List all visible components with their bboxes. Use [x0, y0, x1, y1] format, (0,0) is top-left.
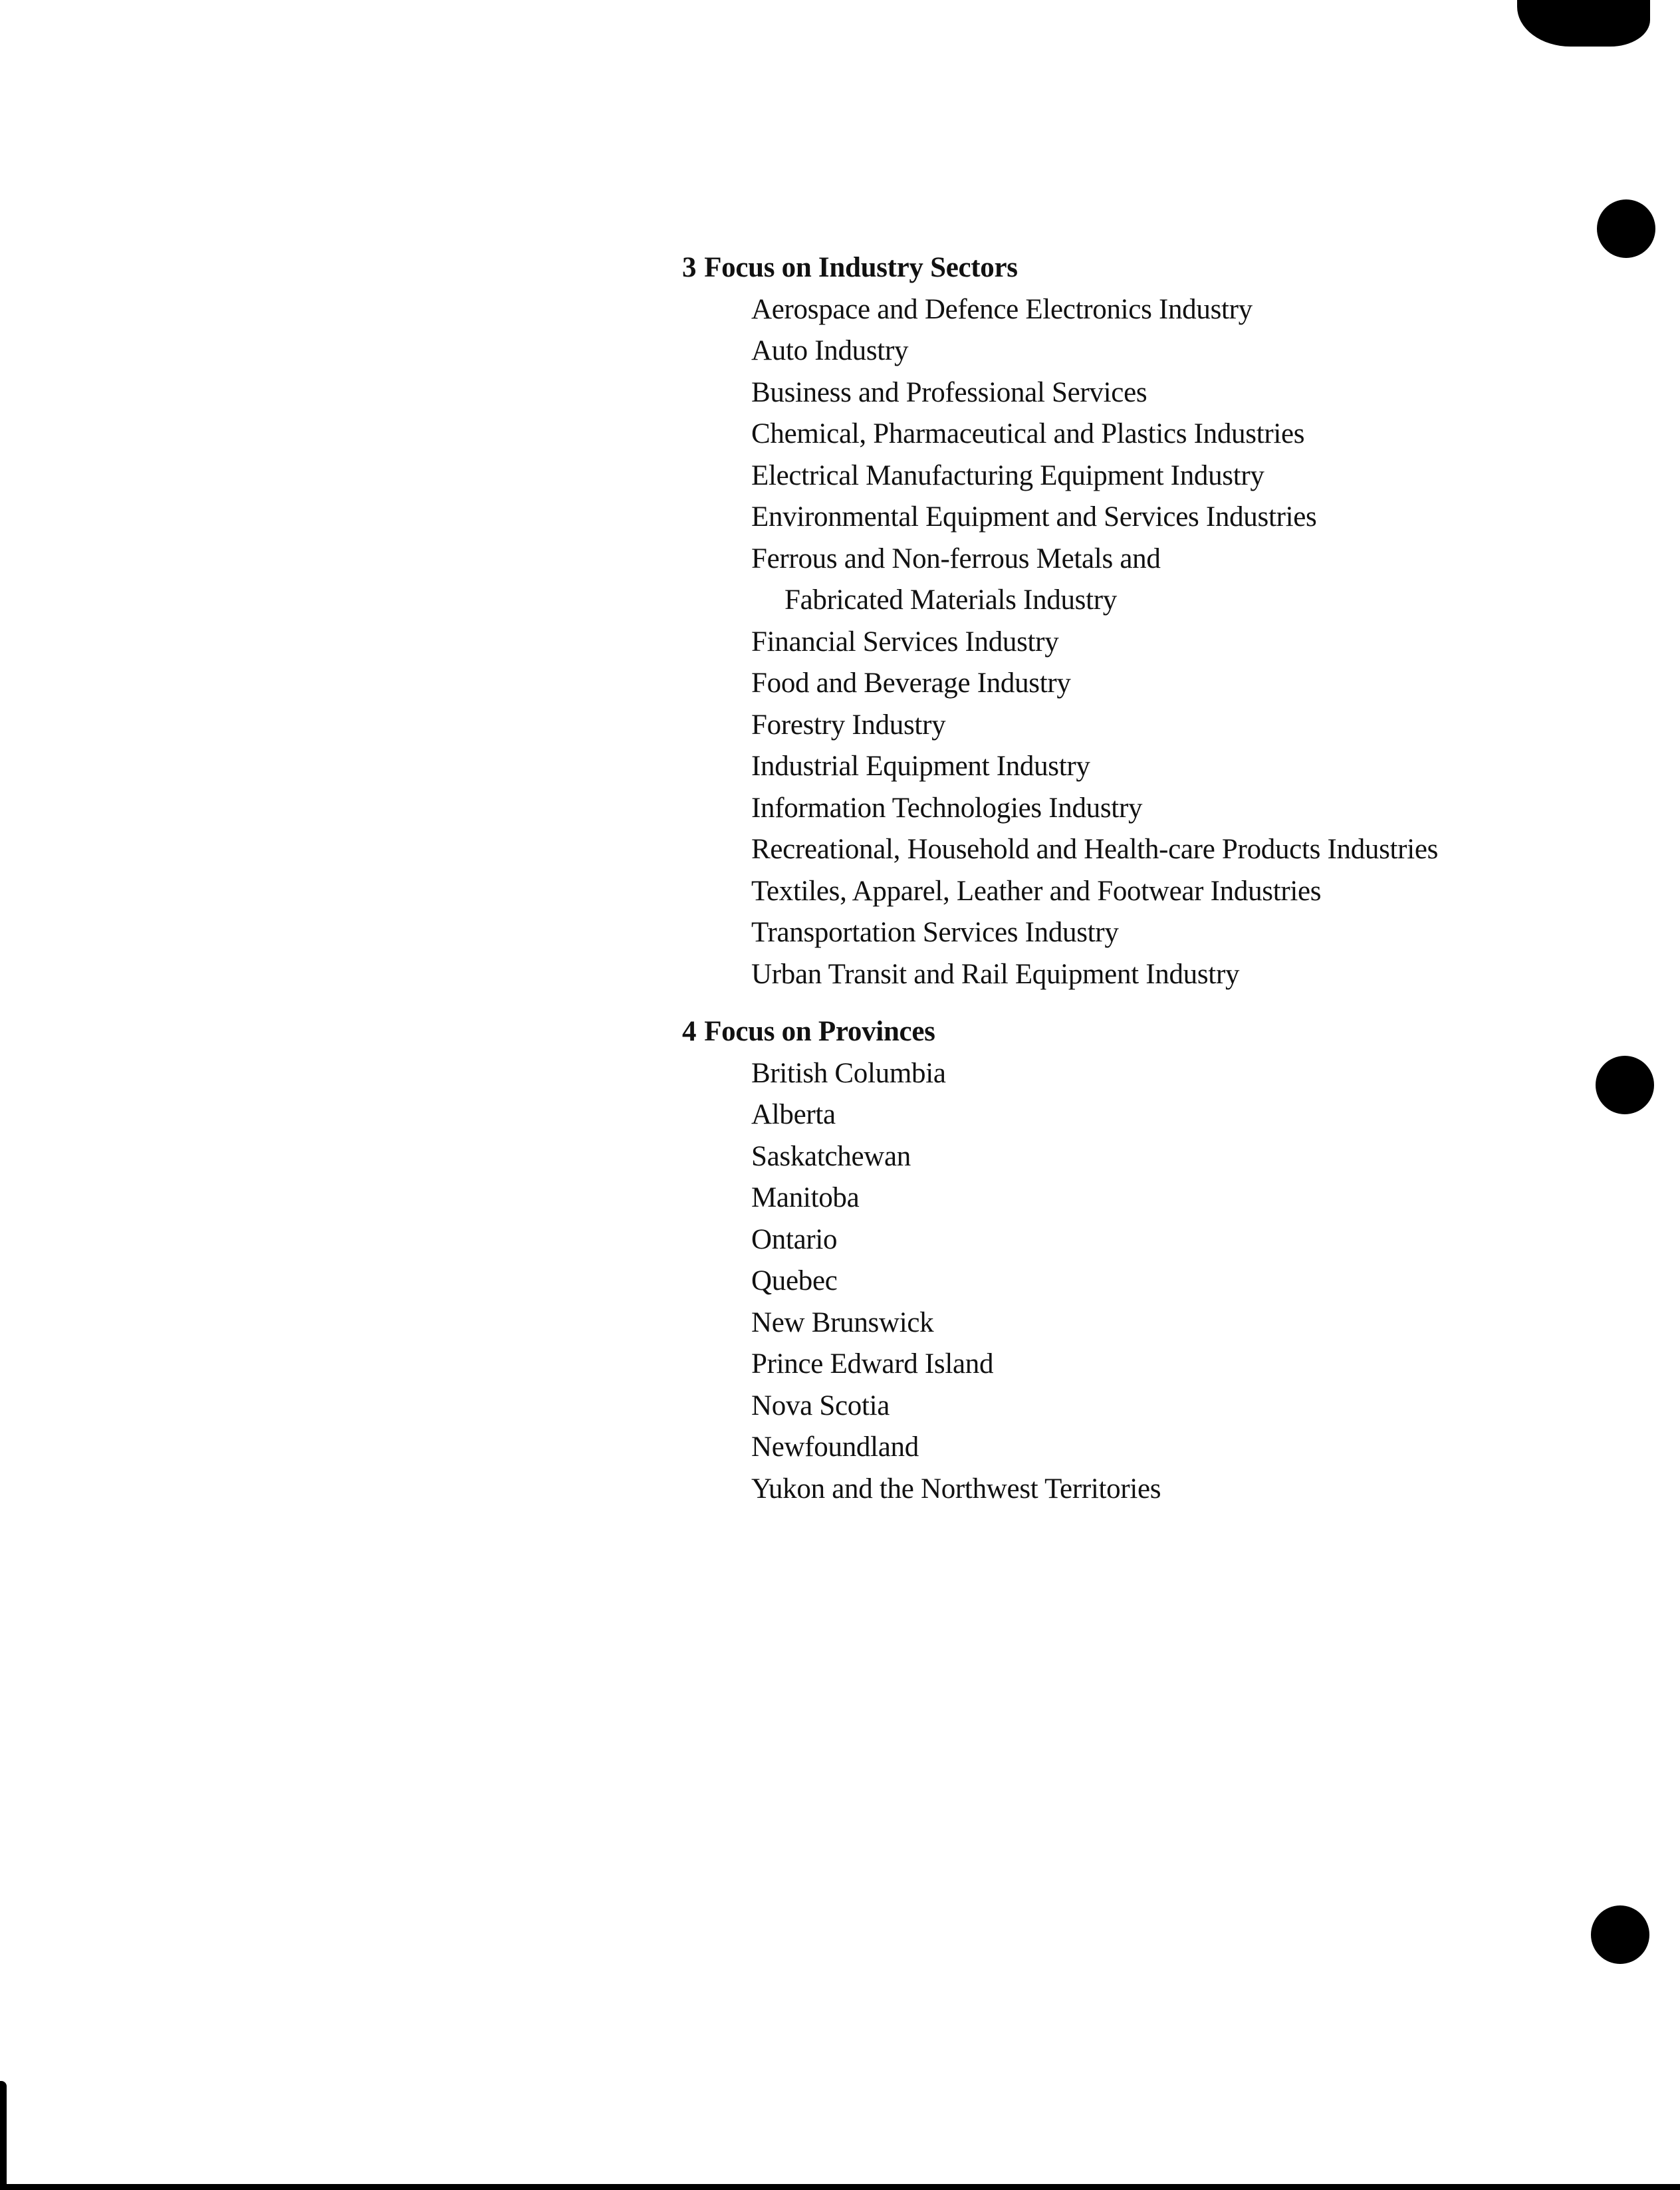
list-item: Information Technologies Industry: [751, 792, 1143, 824]
section-title: Focus on Industry Sectors: [704, 252, 1018, 283]
list-item-line: Ferrous and Non-ferrous Metals and: [751, 543, 1161, 574]
list-item-continuation: Fabricated Materials Industry: [784, 584, 1117, 616]
list-item: Ontario: [751, 1223, 838, 1255]
list-item: Auto Industry: [751, 335, 909, 366]
list-item: Textiles, Apparel, Leather and Footwear Industries: [751, 875, 1322, 907]
section-title: Focus on Provinces: [704, 1016, 935, 1047]
sector-list: [682, 289, 1546, 996]
list-item: Manitoba: [751, 1182, 860, 1213]
list-item: Recreational, Household and Health-care Products Industries: [751, 834, 1439, 865]
section-number: 3: [682, 252, 697, 283]
list-item: British Columbia: [751, 1057, 946, 1089]
list-item: Aerospace and Defence Electronics Industry: [751, 293, 1253, 325]
list-item: Urban Transit and Rail Equipment Industry: [751, 958, 1240, 990]
section-provinces: [682, 1011, 1546, 1510]
table-of-contents: [682, 247, 1546, 1510]
list-item: Forestry Industry: [751, 709, 946, 741]
list-item: Environmental Equipment and Services Industries: [751, 501, 1317, 533]
list-item: Yukon and the Northwest Territories: [751, 1473, 1161, 1505]
section-heading: [682, 1011, 1546, 1053]
list-item: Saskatchewan: [751, 1140, 911, 1172]
list-item: New Brunswick: [751, 1306, 934, 1338]
list-item: Chemical, Pharmaceutical and Plastics Industries: [751, 418, 1305, 449]
list-item: Prince Edward Island: [751, 1348, 994, 1380]
list-item: Financial Services Industry: [751, 626, 1059, 658]
section-number: 4: [682, 1016, 697, 1047]
section-heading: [682, 247, 1546, 289]
list-item: Newfoundland: [751, 1431, 919, 1463]
list-item: Electrical Manufacturing Equipment Industry: [751, 459, 1264, 491]
scan-edge-left: [0, 2081, 7, 2190]
list-item: Business and Professional Services: [751, 376, 1147, 408]
list-item: Alberta: [751, 1099, 836, 1130]
list-item: Quebec: [751, 1265, 838, 1296]
scan-edge-bottom: [0, 2184, 1680, 2190]
scan-blot: [1517, 0, 1650, 47]
section-industry-sectors: [682, 247, 1546, 995]
punch-hole: [1597, 199, 1655, 258]
punch-hole: [1596, 1056, 1654, 1114]
list-item: Industrial Equipment Industry: [751, 751, 1090, 782]
list-item: [751, 539, 1546, 622]
list-item: Transportation Services Industry: [751, 917, 1119, 948]
list-item: Nova Scotia: [751, 1390, 890, 1421]
punch-hole: [1591, 1905, 1649, 1964]
list-item: Food and Beverage Industry: [751, 668, 1071, 699]
province-list: [682, 1053, 1546, 1511]
